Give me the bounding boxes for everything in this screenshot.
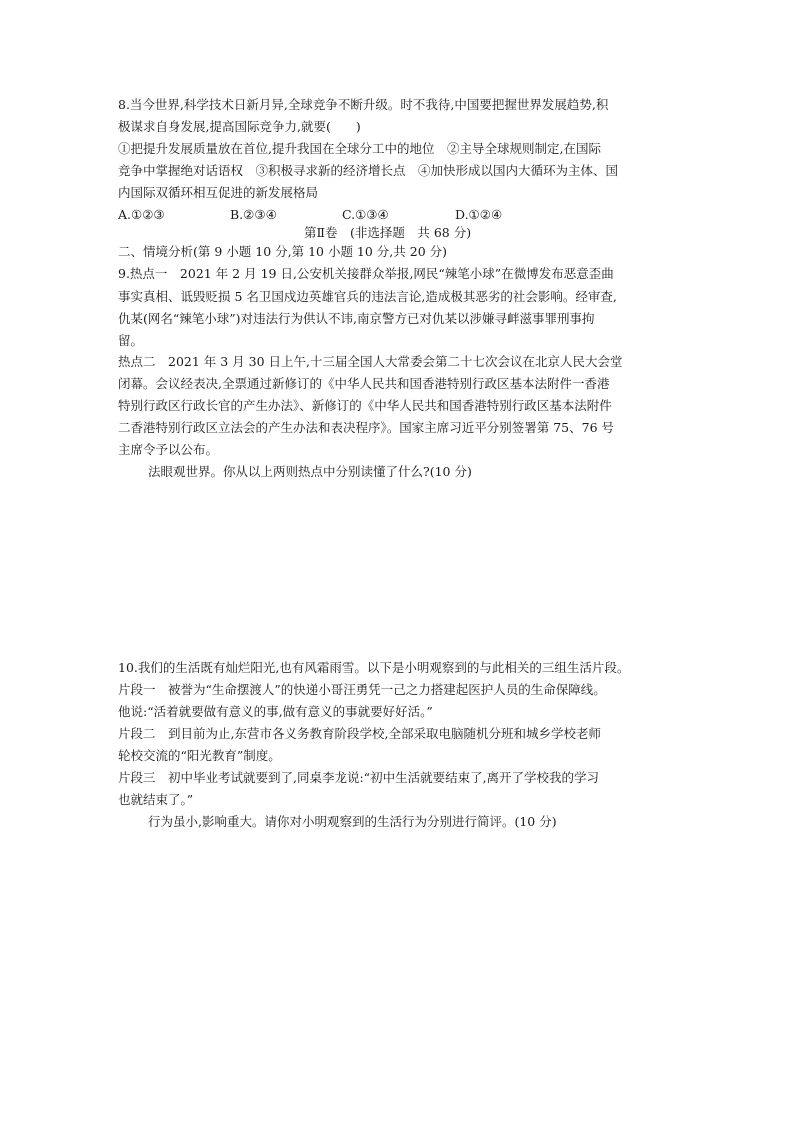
q9-hot2-line-2: 闭幕。会议经表决,全票通过新修订的《中华人民共和国香港特别行政区基本法附件一香港: [118, 376, 610, 391]
q9-hot1-line-2: 事实真相、诋毁贬损 5 名卫国戍边英雄官兵的违法言论,造成极其恶劣的社会影响。经审查,: [118, 289, 617, 304]
q9-hot2-line-3: 特别行政区行政长官的产生办法》、新修订的《中华人民共和国香港特别行政区基本法附件: [118, 398, 612, 413]
q8-option-d: D.①②④: [455, 207, 503, 222]
q9-question: 法眼观世界。你从以上两则热点中分别读懂了什么?(10 分): [148, 464, 472, 479]
volume-title: 第Ⅱ卷 (非选择题 共 68 分): [304, 225, 472, 240]
q8-statement-line-2: 竞争中掌握绝对话语权 ③积极寻求新的经济增长点 ④加快形成以国内大循环为主体、国: [118, 163, 619, 178]
q10-fragment2-line-2: 轮校交流的“阳光教育”制度。: [118, 748, 281, 763]
q8-stem-line-2: 极谋求自身发展,提高国际竞争力,就要( ): [118, 119, 361, 134]
q8-statement-line-1: ①把提升发展质量放在首位,提升我国在全球分工中的地位 ②主导全球规则制定,在国际: [118, 141, 601, 156]
q10-fragment2-line-1: 片段二 到目前为止,东营市各义务教育阶段学校,全部采取电脑随机分班和城乡学校老师: [118, 726, 601, 741]
section-title: 二、情境分析(第 9 小题 10 分,第 10 小题 10 分,共 20 分): [118, 244, 448, 259]
q9-hot2-line-5: 主席令予以公布。: [118, 442, 219, 457]
q8-option-b: B.②③④: [230, 207, 277, 222]
q10-fragment3-line-2: 也就结束了。”: [118, 792, 194, 807]
q10-fragment1-line-2: 他说:“活着就要做有意义的事,做有意义的事就要好好活。”: [118, 704, 433, 719]
q9-hot2-line-1: 热点二 2021 年 3 月 30 日上午,十三届全国人大常委会第二十七次会议在北京人民大会堂: [118, 354, 623, 369]
q10-answer-space[interactable]: [118, 840, 678, 1080]
q9-answer-space[interactable]: [118, 490, 678, 650]
q10-fragment3-line-1: 片段三 初中毕业考试就要到了,同桌李龙说:“初中生活就要结束了,离开了学校我的学习: [118, 770, 600, 785]
q8-stem-line-1: 8.当今世界,科学技术日新月异,全球竞争不断升级。时不我待,中国要把握世界发展趋势,积: [118, 97, 609, 112]
q9-hot1-line-4: 留。: [118, 333, 144, 348]
q10-fragment1-line-1: 片段一 被誉为“生命摆渡人”的快递小哥汪勇凭一己之力搭建起医护人员的生命保障线。: [118, 682, 606, 697]
q10-intro: 10.我们的生活既有灿烂阳光,也有风霜雨雪。以下是小明观察到的与此相关的三组生活片段。: [118, 660, 630, 675]
q8-statement-line-3: 内国际双循环相互促进的新发展格局: [118, 185, 319, 200]
q9-hot2-line-4: 二香港特别行政区立法会的产生办法和表决程序》。国家主席习近平分别签署第 75、76 号: [118, 420, 615, 435]
q8-option-a: A.①②③: [118, 207, 165, 222]
q9-hot1-line-3: 仇某(网名“辣笔小球”)对违法行为供认不讳,南京警方已对仇某以涉嫌寻衅滋事罪刑事拘: [118, 311, 595, 326]
q9-hot1-line-1: 9.热点一 2021 年 2 月 19 日,公安机关接群众举报,网民“辣笔小球”在微博发布恶意歪曲: [118, 266, 614, 281]
q8-option-c: C.①③④: [342, 207, 389, 222]
q10-question: 行为虽小,影响重大。请你对小明观察到的生活行为分别进行简评。(10 分): [148, 814, 557, 829]
